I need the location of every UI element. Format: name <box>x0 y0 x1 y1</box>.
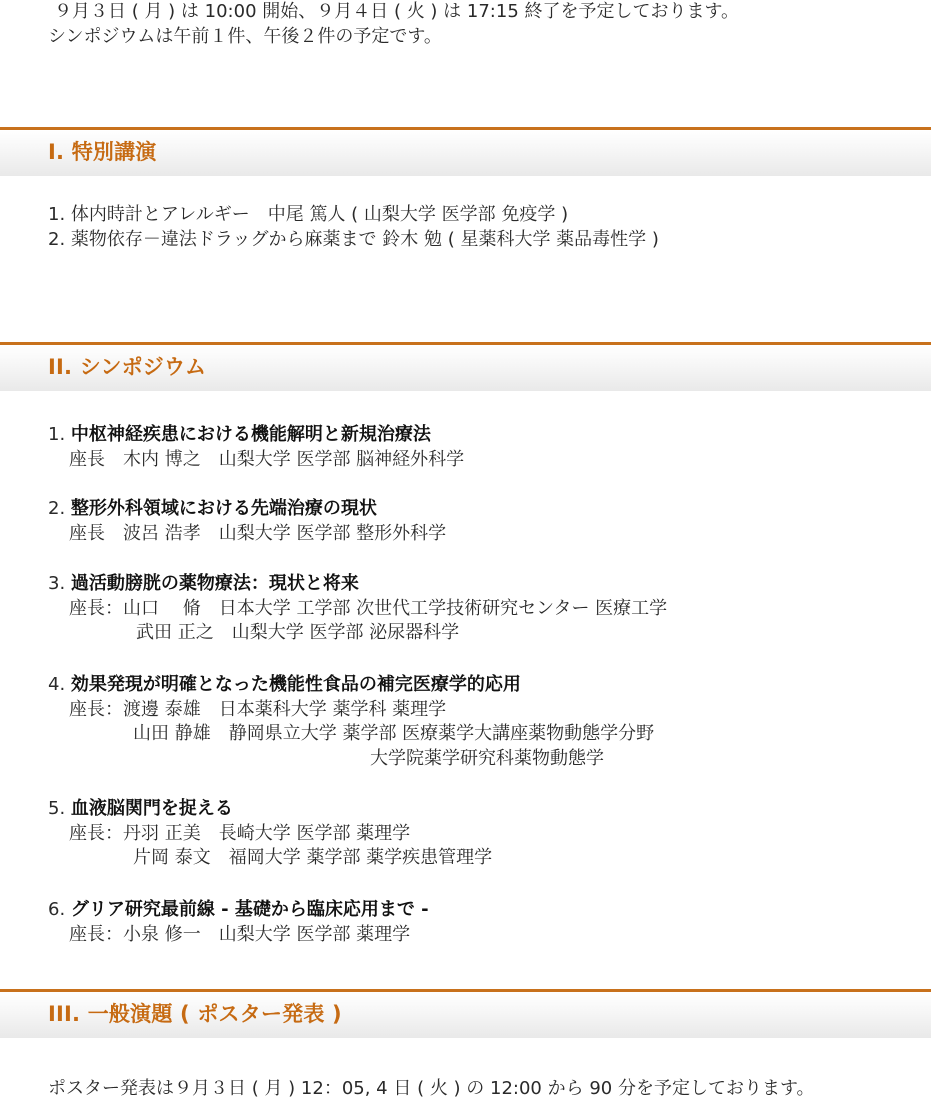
poster-schedule-text: ポスター発表は９月３日 ( 月 ) 12：05, 4 日 ( 火 ) の 12:00 から 90 分を予定しております。 <box>48 1078 815 1099</box>
symposium-title: 6. グリア研究最前線 - 基礎から臨床応用まで - <box>48 899 429 920</box>
symposium-chair: 座長 木内 博之 山梨大学 医学部 脳神経外科学 <box>69 448 465 470</box>
symposium-title: 4. 効果発現が明確となった機能性食品の補完医療学的応用 <box>48 674 521 695</box>
symposium-5 <box>48 797 492 871</box>
symposium-title: 5. 血液脳関門を捉える <box>48 798 233 819</box>
section-header-special-lectures <box>0 127 931 176</box>
section-title: II. シンポジウム <box>48 355 207 379</box>
symposium-title: 3. 過活動膀胱の薬物療法：現状と将来 <box>48 573 359 594</box>
symposium-1 <box>48 423 464 472</box>
special-lectures-list <box>48 203 659 252</box>
symposium-title: 2. 整形外科領域における先端治療の現状 <box>48 498 377 519</box>
section-title: I. 特別講演 <box>48 140 157 164</box>
symposium-4 <box>48 673 654 771</box>
symposium-co-chair: 武田 正之 山梨大学 医学部 泌尿器科学 <box>136 622 460 643</box>
symposium-2 <box>48 497 446 546</box>
symposium-6 <box>48 898 429 947</box>
symposium-chair: 座長：小泉 修一 山梨大学 医学部 薬理学 <box>69 923 411 945</box>
symposium-co-chair-affiliation: 大学院薬学研究科薬物動態学 <box>370 747 604 769</box>
symposium-title: 1. 中枢神経疾患における機能解明と新規治療法 <box>48 424 431 445</box>
symposium-chair: 座長：丹羽 正美 長崎大学 医学部 薬理学 <box>69 822 411 844</box>
poster-info <box>48 1077 815 1102</box>
symposium-chair: 座長 波呂 浩孝 山梨大学 医学部 整形外科学 <box>69 522 447 544</box>
symposium-3 <box>48 572 667 646</box>
list-item: 1. 体内時計とアレルギー 中尾 篤人 ( 山梨大学 医学部 免疫学 ) <box>48 204 569 225</box>
intro-line-1: ９月３日 ( 月 ) は 10:00 開始、９月４日 ( 火 ) は 17:15 終了を予定しております。 <box>54 1 740 22</box>
symposium-chair: 座長：山口 脩 日本大学 工学部 次世代工学技術研究センター 医療工学 <box>69 597 668 619</box>
intro-text <box>48 0 739 49</box>
symposium-co-chair: 山田 静雄 静岡県立大学 薬学部 医療薬学大講座薬物動態学分野 <box>133 723 655 744</box>
list-item: 2. 薬物依存－違法ドラッグから麻薬まで 鈴木 勉 ( 星薬科大学 薬品毒性学 ) <box>48 228 659 250</box>
section-header-symposium <box>0 342 931 391</box>
section-header-general-presentations <box>0 989 931 1038</box>
symposium-co-chair: 片岡 泰文 福岡大学 薬学部 薬学疾患管理学 <box>133 847 493 868</box>
section-title: III. 一般演題 ( ポスター発表 ) <box>48 1002 342 1026</box>
intro-line-2: シンポジウムは午前１件、午後２件の予定です。 <box>48 25 442 47</box>
symposium-chair: 座長：渡邊 泰雄 日本薬科大学 薬学科 薬理学 <box>69 698 447 720</box>
